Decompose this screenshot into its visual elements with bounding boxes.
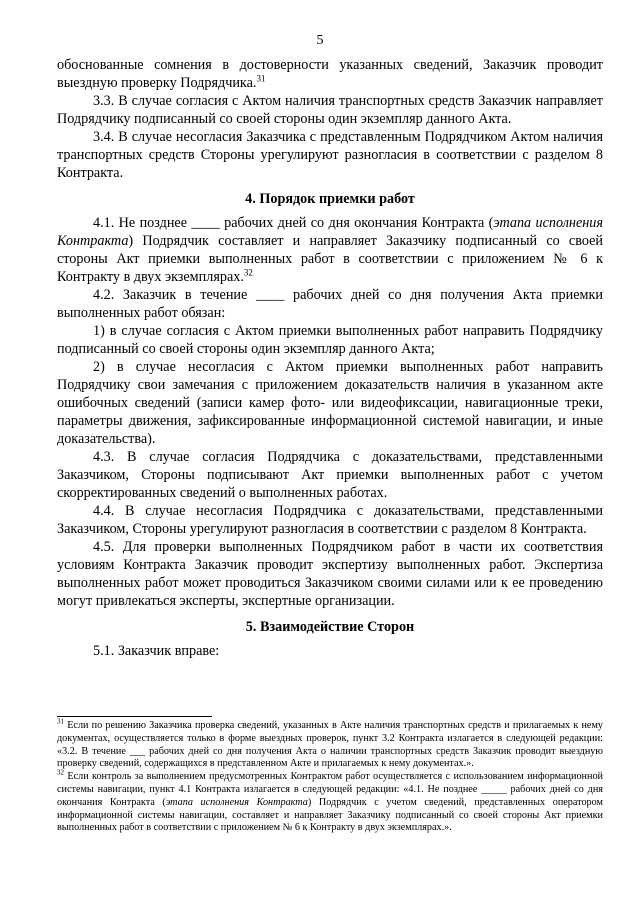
footnote-ref-32: 32 [243, 267, 253, 278]
document-body [57, 56, 603, 660]
footnote-number: 32 [57, 768, 64, 777]
section-heading-4: 4. Порядок приемки работ [245, 191, 415, 207]
footnote-number: 31 [57, 717, 64, 726]
paragraph-4-4: 4.4. В случае несогласия Подрядчика с доказательствами, представленными Заказчиком, Стороны урегулируют разногласия в соответствии с разделом 8 Контракта. [57, 503, 603, 537]
paragraph-continuation [57, 56, 603, 92]
paragraph-4-2: 4.2. Заказчик в течение ____ рабочих дней со дня получения Акта приемки выполненных работ обязан: [57, 287, 603, 321]
paragraph-4-1 [57, 214, 603, 286]
paragraph-text: обоснованные сомнения в достоверности указанных сведений, Заказчик проводит выездную проверку Подрядчика. [57, 57, 603, 91]
paragraph-3-4: 3.4. В случае несогласия Заказчика с представленным Подрядчиком Актом наличия транспортных средств Стороны урегулируют разногласия в соответствии с разделом 8 Контракта. [57, 129, 603, 181]
paragraph-5-1: 5.1. Заказчик вправе: [93, 643, 220, 659]
footnote-text: ) Подрядчик с учетом сведений, представленных оператором информационной системы навигации, составляет и направляет Заказчику подписанный со своей стороны Акт приемки выполненных работ в соответствии с приложением № 6 к Контракту в двух экземплярах.». [57, 796, 603, 834]
paragraph-4-5: 4.5. Для проверки выполненных Подрядчиком работ в части их соответствия условиям Контракта Заказчик проводит экспертизу выполненных работ. Экспертиза выполненных работ может проводиться Заказчиком своими силами или к ее проведению могут привлекаться эксперты, экспертные организации. [57, 539, 603, 609]
footnote-ref-31: 31 [256, 73, 266, 84]
italic-text: этапа исполнения Контракта [57, 215, 603, 249]
paragraph-text: ) Подрядчик составляет и направляет Заказчику подписанный со своей стороны Акт приемки выполненных работ в соответствии с приложением № 6 к Контракту в двух экземплярах. [57, 233, 603, 285]
paragraph-4-2-1: 1) в случае согласия с Актом приемки выполненных работ направить Подрядчику подписанный со своей стороны один экземпляр данного Акта; [57, 323, 603, 357]
footnotes [57, 717, 603, 835]
footnote-text: Если контроль за выполнением предусмотренных Контрактом работ осуществляется с использованием информационной системы навигации, пункт 4.1 Контракта излагается в следующей редакции: «4.1. Не позднее _____ рабочих дней со дня окончания Контракта ( [57, 771, 603, 808]
section-heading-5: 5. Взаимодействие Сторон [245, 619, 415, 635]
paragraph-4-3: 4.3. В случае согласия Подрядчика с доказательствами, представленными Заказчиком, Стороны подписывают Акт приемки выполненных работ с учетом скорректированных сведений о выполненных работах. [57, 449, 603, 501]
page-number: 5 [316, 33, 324, 48]
paragraph-text: 4.1. Не позднее ____ рабочих дней со дня окончания Контракта ( [93, 215, 494, 231]
footnote-31 [57, 717, 603, 771]
italic-text: этапа исполнения Контракта [165, 796, 308, 808]
paragraph-4-2-2: 2) в случае несогласия с Актом приемки выполненных работ направить Подрядчику свои замечания с приложением доказательств наличия в указанном акте ошибочных сведений (записи камер фото- или видеофиксации, навигационные треки, параметры движения, зафиксированные информационной системой навигации, и иные доказательства). [57, 359, 603, 447]
footnote-32 [57, 768, 603, 835]
paragraph-3-3: 3.3. В случае согласия с Актом наличия транспортных средств Заказчик направляет Подрядчику подписанный со своей стороны один экземпляр данного Акта. [57, 93, 603, 127]
footnote-text: Если по решению Заказчика проверка сведений, указанных в Акте наличия транспортных средств и прилагаемых к нему документах, осуществляется только в форме выездных проверок, пункт 3.2 Контракта излагается в следующей редакции: «3.2. В течение ___ рабочих дней со дня получения Акта о наличии транспортных средств Заказчик проводит выездную проверку сведений, содержащихся в представленном Акте и прилагаемых к нему документах.». [57, 720, 603, 770]
footnote-divider [57, 716, 212, 717]
